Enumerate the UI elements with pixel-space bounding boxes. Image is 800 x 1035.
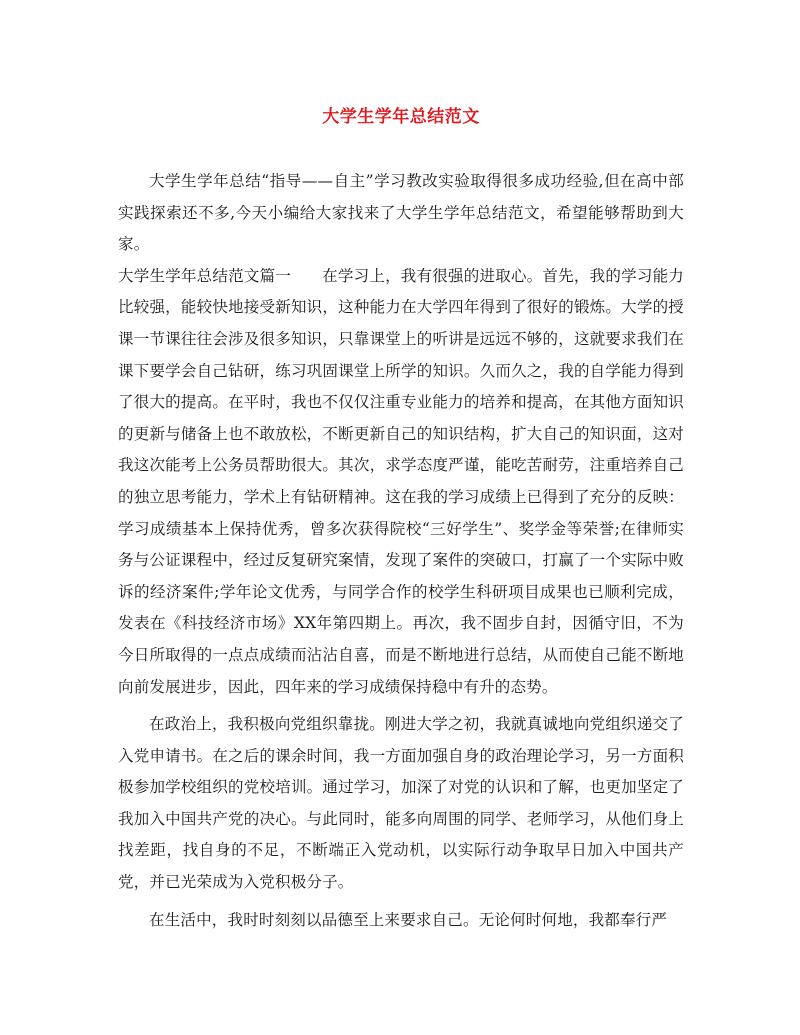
paragraph-life-text: 在生活中，我时时刻刻以品德至上来要求自己。无论何时何地，我都奉行严 <box>149 910 668 929</box>
paragraph-politics <box>118 709 684 899</box>
paragraph-life <box>118 905 684 937</box>
paragraph-politics-text: 在政治上，我积极向党组织靠拢。刚进大学之初，我就真诚地向党组织递交了入党申请书。在之后的课余时间，我一方面加强自身的政治理论学习，另一方面积极参加学校组织的党校培训。通过学习，加深了对党的认识和了解，也更加坚定了我加入中国共产党的决心。与此同时，能多向周围的同学、老师学习，从他们身上找差距，找自身的不足，不断端正入党动机，以实际行动争取早日加入中国共产党，并已光荣成为入党积极分子。 <box>118 715 684 892</box>
paragraph-study <box>118 261 684 703</box>
paragraph-intro-text: 大学生学年总结“指导——自主”学习教改实验取得很多成功经验,但在高中部实践探索还不多,今天小编给大家找来了大学生学年总结范文，希望能够帮助到大家。 <box>118 172 684 254</box>
document-page <box>118 0 684 936</box>
paragraph-study-text: 在学习上，我有很强的进取心。首先，我的学习能力比较强，能较快地接受新知识，这种能力在大学四年得到了很好的锻炼。大学的授课一节课往往会涉及很多知识，只靠课堂上的听讲是远远不够的，这就要求我们在课下要学会自己钻研，练习巩固课堂上所学的知识。久而久之，我的自学能力得到了很大的提高。在平时，我也不仅仅注重专业能力的培养和提高，在其他方面知识的更新与储备上也不敢放松，不断更新自己的知识结构，扩大自己的知识面，这对我这次能考上公务员帮助很大。其次，求学态度严谨，能吃苦耐劳，注重培养自己的独立思考能力，学术上有钻研精神。这在我的学习成绩上已得到了充分的反映：学习成绩基本上保持优秀，曾多次获得院校“三好学生”、奖学金等荣誉;在律师实务与公证课程中，经过反复研究案情，发现了案件的突破口，打赢了一个实际中败诉的经济案件;学年论文优秀，与同学合作的校学生科研项目成果也已顺利完成，发表在《科技经济市场》XX年第四期上。再次，我不固步自封，因循守旧，不为今日所取得的一点点成绩而沾沾自喜，而是不断地进行总结，从而使自己能不断地向前发展进步，因此，四年来的学习成绩保持稳中有升的态势。 <box>118 266 684 696</box>
section-heading: 大学生学年总结范文篇一 <box>118 266 292 285</box>
paragraph-intro <box>118 166 684 261</box>
document-body <box>118 166 684 936</box>
document-title: 大学生学年总结范文 <box>322 107 480 127</box>
